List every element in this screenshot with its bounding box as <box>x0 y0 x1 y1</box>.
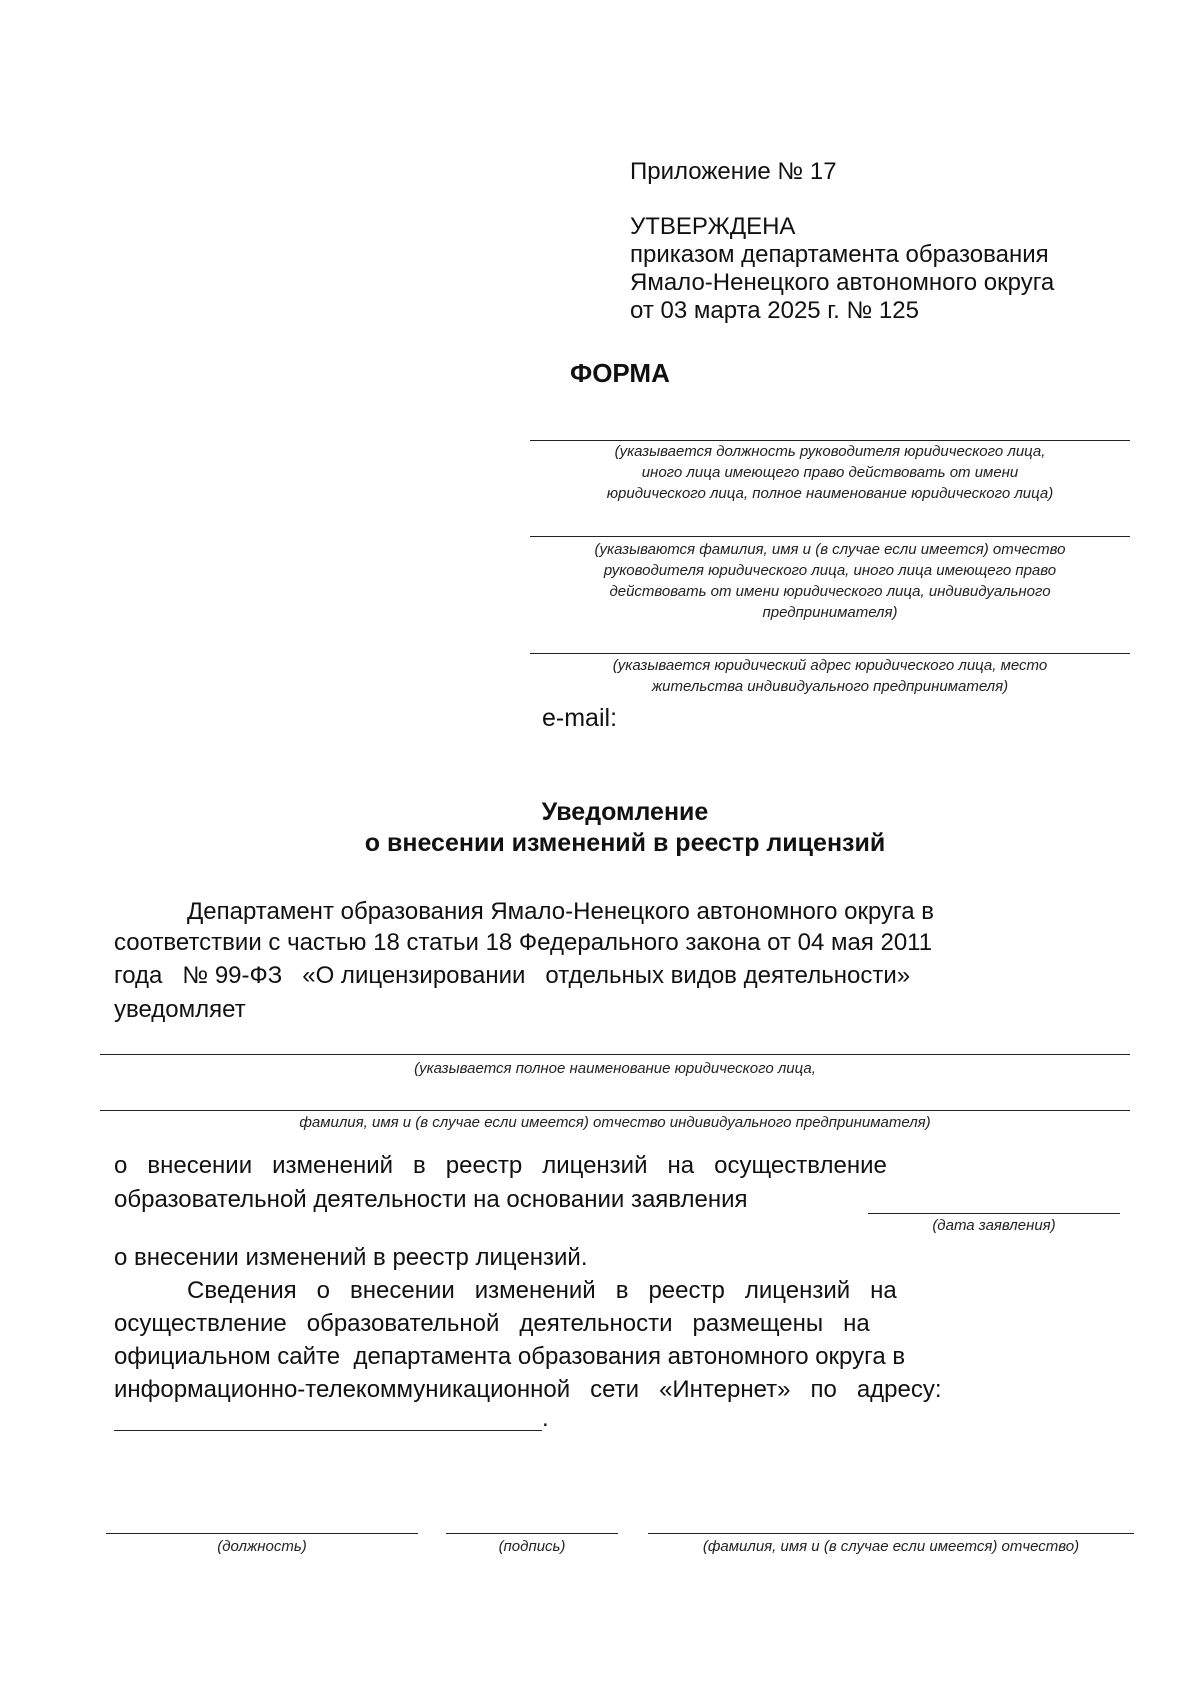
entrepreneur-name-line[interactable] <box>100 1110 1130 1111</box>
appendix-number: Приложение № 17 <box>630 158 837 185</box>
organization-name-hint: (указывается полное наименование юридического лица, <box>414 1060 816 1077</box>
paragraph-3-line-2: осуществление образовательной деятельности размещены на <box>114 1310 870 1337</box>
position-hint: (должность) <box>217 1538 307 1555</box>
email-label: e-mail: <box>542 704 618 732</box>
paragraph-1-line-1: Департамент образования Ямало-Ненецкого автономного округа в <box>187 898 935 925</box>
signature-line[interactable] <box>446 1533 618 1534</box>
paragraph-1-line-3: года № 99-ФЗ «О лицензировании отдельных видов деятельности» <box>114 962 911 989</box>
paragraph-3-end: . <box>542 1405 549 1432</box>
paragraph-2-line-3: о внесении изменений в реестр лицензий. <box>114 1244 588 1271</box>
approved-region-line: Ямало-Ненецкого автономного округа <box>630 269 1055 296</box>
paragraph-2-line-1: о внесении изменений в реестр лицензий на осуществление <box>114 1152 887 1179</box>
paragraph-3-line-3: официальном сайте департамента образования автономного округа в <box>114 1343 906 1370</box>
signature-hint: (подпись) <box>498 1538 566 1555</box>
paragraph-1-line-2: соответствии с частью 18 статьи 18 Федерального закона от 04 мая 2011 <box>114 929 933 956</box>
application-date-hint: (дата заявления) <box>932 1217 1056 1234</box>
approved-label: УТВЕРЖДЕНА <box>630 213 796 240</box>
addressee-address-hint: (указывается юридический адрес юридического лица, место жительства индивидуального предпринимателя) <box>612 657 1048 695</box>
addressee-position-hint: (указывается должность руководителя юридического лица, иного лица имеющего право действовать от имени юридического лица, полное наименование юридического лица) <box>606 443 1054 502</box>
paragraph-2-line-2: образовательной деятельности на основании заявления <box>114 1186 748 1213</box>
entrepreneur-name-hint: фамилия, имя и (в случае если имеется) отчество индивидуального предпринимателя) <box>299 1114 931 1131</box>
form-label: ФОРМА <box>570 358 670 388</box>
approved-date-line: от 03 марта 2025 г. № 125 <box>630 297 919 324</box>
paragraph-1-line-4: уведомляет <box>114 996 246 1023</box>
document-title: Уведомление о внесении изменений в реестр лицензий <box>364 798 886 857</box>
addressee-name-line[interactable] <box>530 536 1130 537</box>
addressee-address-line[interactable] <box>530 653 1130 654</box>
application-date-line[interactable] <box>868 1213 1120 1214</box>
paragraph-3-line-1: Сведения о внесении изменений в реестр лицензий на <box>187 1277 897 1304</box>
position-line[interactable] <box>106 1533 418 1534</box>
approved-order-line: приказом департамента образования <box>630 241 1049 268</box>
website-address-line[interactable] <box>114 1430 542 1431</box>
addressee-name-hint: (указываются фамилия, имя и (в случае если имеется) отчество руководителя юридического лица, иного лица имеющего право действовать от имени юридического лица, индивидуального предпринимателя) <box>594 541 1066 621</box>
organization-name-line[interactable] <box>100 1054 1130 1055</box>
full-name-line[interactable] <box>648 1533 1134 1534</box>
paragraph-3-line-4: информационно-телекоммуникационной сети «Интернет» по адресу: <box>114 1376 942 1403</box>
full-name-hint: (фамилия, имя и (в случае если имеется) отчество) <box>702 1538 1080 1555</box>
